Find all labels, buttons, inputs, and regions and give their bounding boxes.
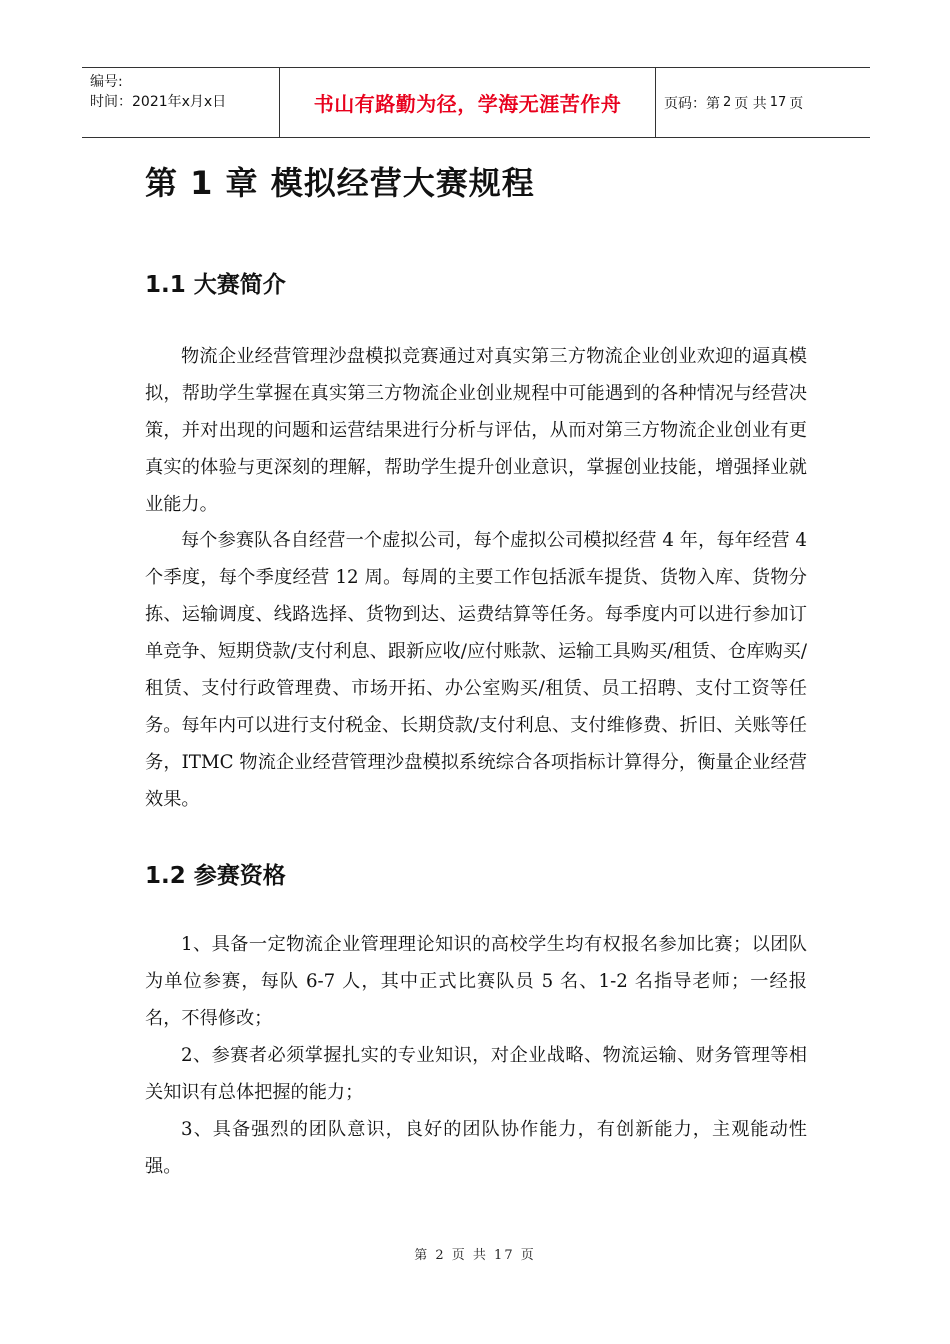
page-total: 17: [769, 95, 787, 110]
section-title: 1.2 参赛资格: [145, 863, 286, 889]
page-prefix: 页码：第: [664, 95, 720, 112]
paragraph: 每个参赛队各自经营一个虚拟公司，每个虚拟公司模拟经营 4 年，每年经营 4 个季度，每个季度经营 12 周。每周的主要工作包括派车提货、货物入库、货物分拣、运输调度、线路选择、货物到达、运费结算等任务。每季度内可以进行参加订单竞争、短期贷款/支付利息、跟新应收/应付账款、运输工具购买/租赁、仓库购买/租赁、支付行政管理费、市场开拓、办公室购买/租赁、员工招聘、支付工资等任务。每年内可以进行支付税金、长期贷款/支付利息、支付维修费、折旧、关账等任务，ITMC 物流企业经营管理沙盘模拟系统综合各项指标计算得分，衡量企业经营效果。: [145, 530, 807, 810]
paragraph: 1、具备一定物流企业管理理论知识的高校学生均有权报名参加比赛；以团队为单位参赛，每队 6-7 人，其中正式比赛队员 5 名、1-2 名指导老师；一经报名，不得修改；: [145, 934, 807, 1029]
section-title: 1.1 大赛简介: [145, 272, 286, 298]
page-suffix: 页: [789, 95, 804, 112]
paragraph: 物流企业经营管理沙盘模拟竞赛通过对真实第三方物流企业创业欢迎的逼真模拟，帮助学生掌握在真实第三方物流企业创业规程中可能遇到的各种情况与经营决策，并对出现的问题和运营结果进行分析与评估，从而对第三方物流企业创业有更真实的体验与更深刻的理解，帮助学生提升创业意识，掌握创业技能，增强择业就业能力。: [145, 346, 807, 515]
page-header: [82, 67, 870, 138]
paragraph: 3、具备强烈的团队意识，良好的团队协作能力，有创新能力，主观能动性强。: [145, 1119, 807, 1177]
chapter-title: 第 1 章 模拟经营大赛规程: [145, 164, 535, 202]
header-motto: 书山有路勤为径，学海无涯苦作舟: [280, 68, 656, 137]
document-number-label: 编号:: [90, 74, 123, 90]
paragraph: 2、参赛者必须掌握扎实的专业知识，对企业战略、物流运输、财务管理等相关知识有总体把握的能力；: [145, 1045, 807, 1103]
page-mid: 页 共: [734, 95, 767, 112]
document-time: 时间：2021年x月x日: [90, 94, 227, 110]
page-current: 2: [723, 95, 732, 110]
header-page-number: [656, 68, 870, 137]
page-footer: 第 2 页 共 17 页: [414, 1248, 536, 1263]
header-info: [82, 68, 280, 137]
